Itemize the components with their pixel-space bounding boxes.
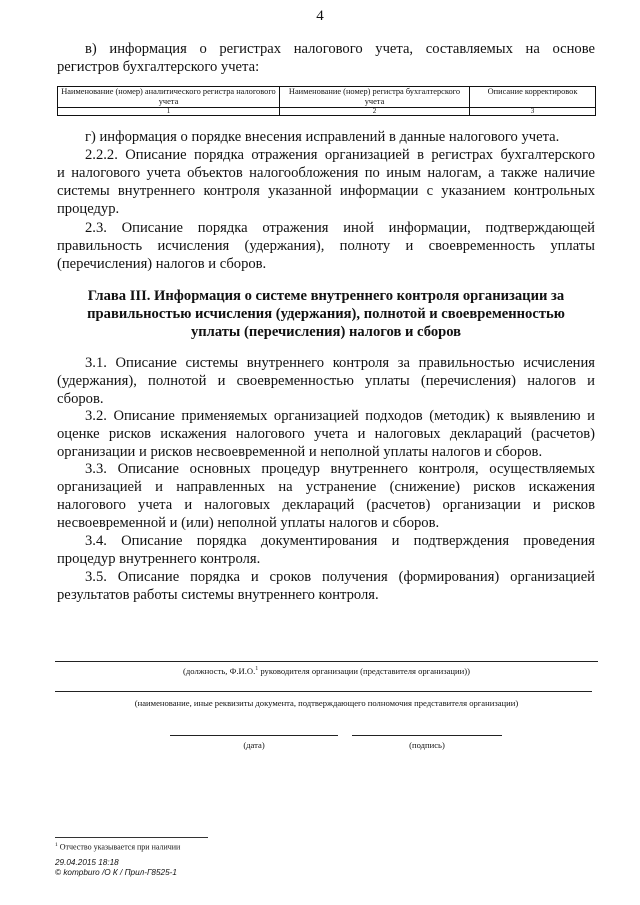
text-line: сборов. (57, 391, 104, 407)
paragraph-3-3 (57, 460, 595, 532)
text-line: и налогового учета объектов налогообложения по иным налогам, а также наличие (57, 165, 595, 181)
date-line (170, 735, 338, 736)
text-line: процедур. (57, 201, 120, 217)
text-line: процедур внутреннего контроля. (57, 551, 261, 567)
text-line: (удержания), полнотой и своевременностью уплаты (перечисления) налогов и (57, 373, 595, 389)
print-timestamp: 29.04.2015 18:18 (55, 858, 119, 867)
table-header-cell: Наименование (номер) аналитического регистра налогового учета (58, 87, 280, 108)
table-header-row (58, 87, 596, 108)
paragraph-2-3 (57, 219, 595, 273)
table-header-cell: Описание корректировок (470, 87, 596, 108)
table-number-cell: 3 (470, 108, 596, 116)
copyright-icon: © (55, 868, 62, 877)
table-header-cell: Наименование (номер) регистра бухгалтерского учета (280, 87, 470, 108)
paragraph-3-1 (57, 354, 595, 408)
text-line: 2.3. Описание порядка отражения иной информации, подтверждающей (85, 220, 595, 236)
date-caption: (дата) (243, 740, 265, 750)
text-line: (перечисления) налогов и сборов. (57, 256, 267, 272)
position-name-line (55, 661, 598, 662)
chapter-3-heading (57, 287, 595, 341)
text-line: системы внутреннего контроля указанной информации с указанием контрольных (57, 183, 595, 199)
authority-document-line (55, 691, 592, 692)
print-source-code: © kompburo /О К / Прил-Г8525-1 (55, 868, 177, 877)
authority-document-caption: (наименование, иные реквизиты документа, подтверждающего полномочия представителя организации) (134, 698, 519, 708)
text-line: результатов работы системы внутреннего контроля. (57, 587, 379, 603)
table-number-row (58, 108, 596, 116)
text-line: правильность исчисления (удержания), полноту и своевременность уплаты (57, 238, 595, 254)
signature-line (352, 735, 502, 736)
table-number-cell: 1 (58, 108, 280, 116)
position-name-caption: (должность, Ф.И.О.$^1$ руководителя организации (представителя организации)) (183, 666, 470, 676)
paragraph-2-2-2 (57, 146, 595, 218)
text-line: 3.5. Описание порядка и сроков получения (формирования) организацией (85, 569, 595, 585)
page-number: 4 (316, 8, 324, 24)
text-line: 3.4. Описание порядка документирования и подтверждения проведения (85, 533, 595, 549)
text-line: организации и рисков несвоевременной и неполной уплаты налогов и сборов. (57, 444, 543, 460)
signature-caption: (подпись) (409, 740, 445, 750)
paragraph-3-2 (57, 407, 595, 461)
heading-line: уплаты (перечисления) налогов и сборов (190, 324, 462, 340)
item-g: г) информация о порядке внесения исправлений в данные налогового учета. (85, 129, 560, 145)
item-v-line1: в) информация о регистрах налогового учета, составляемых на основе (85, 41, 595, 57)
text-line: 2.2.2. Описание порядка отражения организацией в регистрах бухгалтерского (85, 147, 595, 163)
footnote-separator (55, 837, 208, 838)
paragraph-3-4 (57, 532, 595, 568)
registers-table (57, 86, 595, 116)
text-line: 3.2. Описание применяемых организацией подходов (методик) к выявлению и (85, 408, 595, 424)
item-v-line2: регистров бухгалтерского учета: (57, 59, 260, 75)
paragraph-3-5 (57, 568, 595, 604)
text-line: налогового учета и налоговых деклараций (расчетов) организации и рисков (57, 497, 595, 513)
footnote: $^1$ Отчество указывается при наличии (55, 842, 181, 852)
table-number-cell: 2 (280, 108, 470, 116)
heading-line: правильностью исчисления (удержания), полнотой и своевременностью (87, 306, 565, 322)
heading-line: Глава III. Информация о системе внутреннего контроля организации за (87, 288, 565, 304)
text-line: 3.1. Описание системы внутреннего контроля за правильностью исчисления (85, 355, 595, 371)
text-line: 3.3. Описание основных процедур внутреннего контроля, осуществляемых (85, 461, 595, 477)
text-line: оценке рисков искажения налогового учета и налоговых деклараций (расчетов) (57, 426, 595, 442)
text-line: организацией и направленных на устранение (снижение) рисков искажения (57, 479, 595, 495)
text-line: несвоевременной и (или) неполной уплаты налогов и сборов. (57, 515, 440, 531)
